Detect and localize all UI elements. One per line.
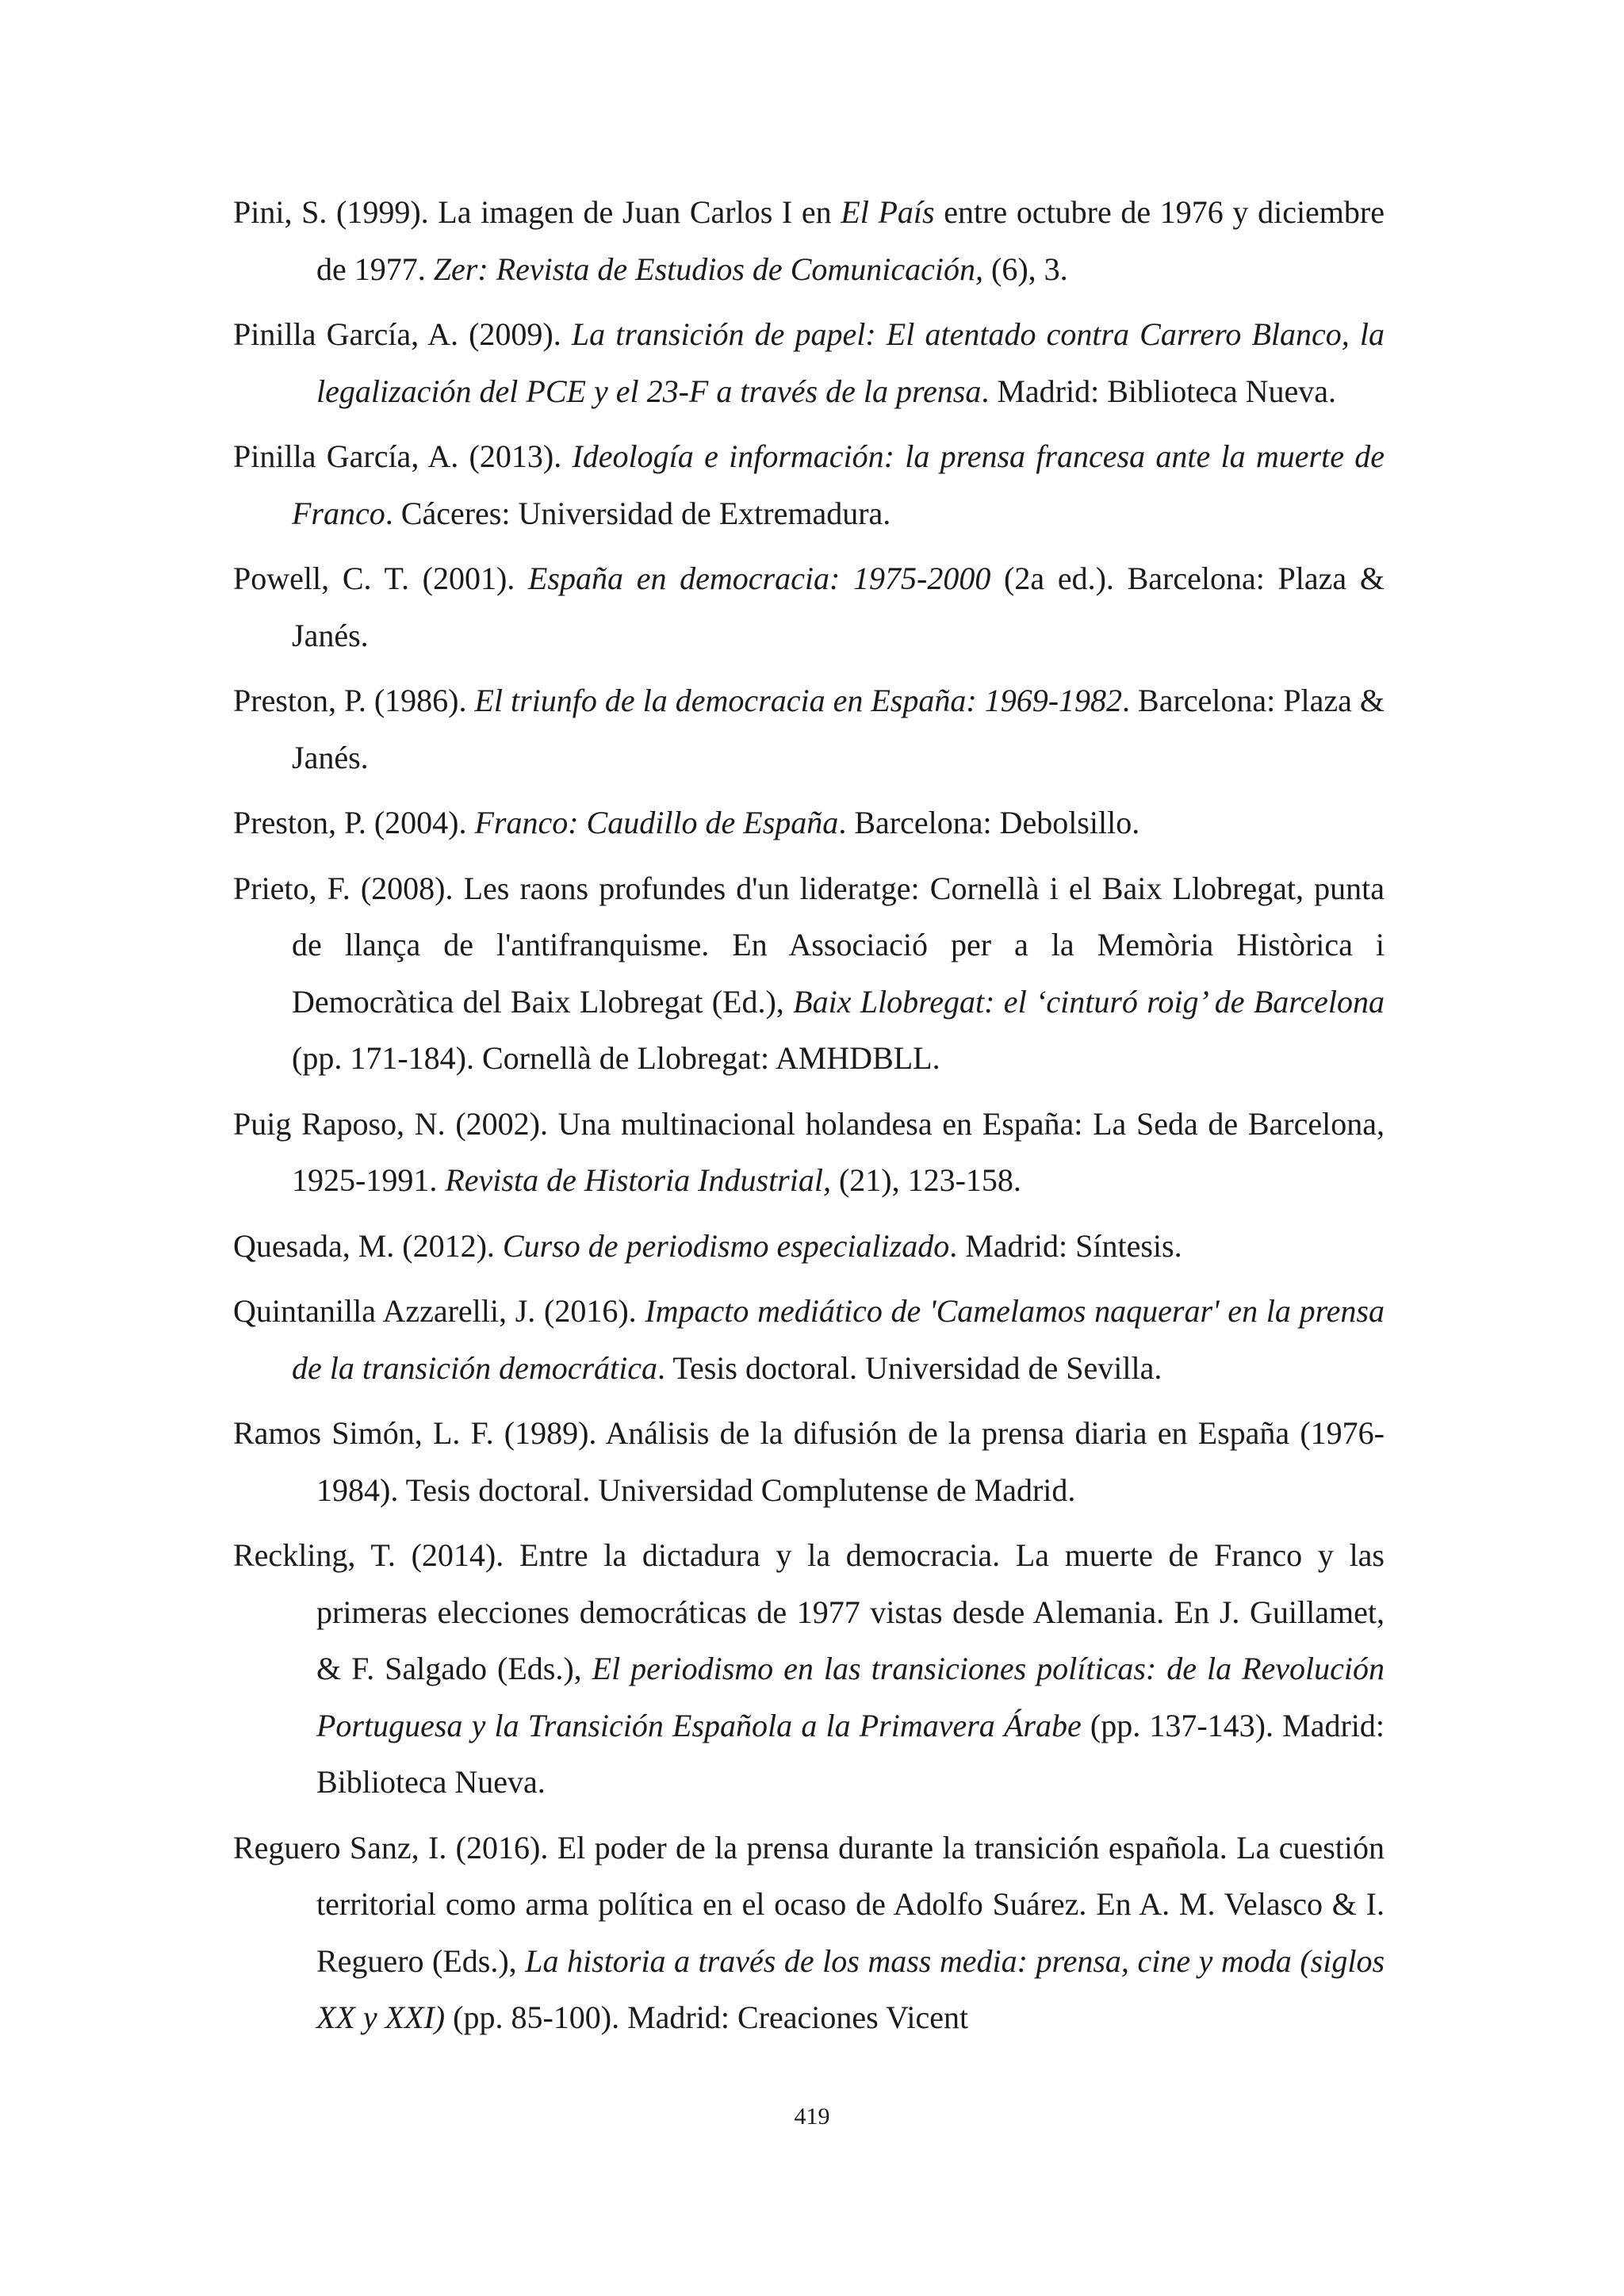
reference-title-italic: Franco: Caudillo de España — [474, 805, 839, 840]
reference-entry — [233, 1820, 1385, 2046]
reference-title-italic: Zer: Revista de Estudios de Comunicación, — [433, 251, 983, 287]
reference-entry — [233, 794, 1385, 851]
reference-entry — [233, 1096, 1385, 1209]
reference-text: Puig Raposo, N. (2002). Una multinacional holandesa en España: La Seda de Barcelona, 1925-1991. — [233, 1105, 1385, 1198]
reference-text: (pp. 137-143). Madrid: Biblioteca Nueva. — [316, 1707, 1385, 1800]
reference-text: Powell, C. T. (2001). — [233, 561, 528, 596]
reference-text: Pini, S. (1999). La imagen de Juan Carlos I en — [233, 194, 841, 230]
reference-text: . Tesis doctoral. Universidad de Sevilla. — [657, 1349, 1162, 1386]
reference-text: Preston, P. (2004). — [233, 805, 475, 840]
reference-text: Reckling, T. (2014). Entre la dictadura y la democracia. La muerte de Franco y las primeras elecciones democráticas de 1977 vistas desde Alemania. En J. Guillamet, & F. Salgado (Eds.), — [233, 1537, 1385, 1686]
reference-text: . Cáceres: Universidad de Extremadura. — [385, 495, 891, 531]
reference-entry — [233, 184, 1385, 297]
reference-entry — [233, 672, 1385, 786]
reference-entry — [233, 1527, 1385, 1811]
reference-entry — [233, 1283, 1385, 1396]
reference-title-italic: Curso de periodismo especializado — [502, 1227, 950, 1264]
reference-entry — [233, 1218, 1385, 1275]
reference-text: . Barcelona: Debolsillo. — [838, 805, 1140, 840]
reference-entry — [233, 550, 1385, 664]
reference-text: entre octubre de 1976 y diciembre de 1977. — [316, 194, 1385, 287]
reference-text: (pp. 171-184). Cornellà de Llobregat: AMHDBLL. — [292, 1040, 940, 1076]
reference-text: Ramos Simón, L. F. (1989). Análisis de la difusión de la prensa diaria en España (1976-1984). Tesis doctoral. Universidad Complutense de Madrid. — [233, 1415, 1385, 1508]
reference-title-italic: La historia a través de los mass media: prensa, cine y moda (siglos XX y XXI) — [316, 1942, 1385, 2035]
reference-text: Pinilla García, A. (2009). — [233, 316, 572, 352]
reference-text: Prieto, F. (2008). Les raons profundes d'un lideratge: Cornellà i el Baix Llobregat, punta de llança de l'antifranquisme. En Associació per a la Memòria Històrica i Democràtica del Baix Llobregat (Ed.), — [233, 870, 1385, 1020]
reference-text: (6), 3. — [983, 251, 1068, 287]
bibliography-list — [233, 184, 1385, 2055]
reference-text: (2a ed.). Barcelona: Plaza & Janés. — [292, 561, 1385, 653]
reference-text: Quintanilla Azzarelli, J. (2016). — [233, 1293, 645, 1329]
reference-text: (pp. 85-100). Madrid: Creaciones Vicent — [445, 1999, 969, 2035]
reference-text: . Barcelona: Plaza & Janés. — [292, 683, 1385, 775]
page-number: 419 — [794, 2103, 830, 2130]
reference-entry — [233, 860, 1385, 1087]
reference-text: (21), 123-158. — [830, 1162, 1021, 1198]
reference-title-italic: El periodismo en las transiciones políticas: de la Revolución Portuguesa y la Transición Española a la Primavera Árabe — [316, 1651, 1385, 1743]
reference-text: Reguero Sanz, I. (2016). El poder de la prensa durante la transición española. La cuestión territorial como arma política en el ocaso de Adolfo Suárez. En A. M. Velasco & I. Reguero (Eds.), — [233, 1829, 1385, 1979]
reference-text: Pinilla García, A. (2013). — [233, 438, 573, 474]
reference-entry — [233, 1405, 1385, 1518]
reference-title-italic: Impacto mediático de 'Camelamos naquerar' en la prensa de la transición democrática — [292, 1293, 1385, 1386]
reference-title-italic: Ideología e información: la prensa francesa ante la muerte de Franco — [292, 438, 1385, 531]
reference-title-italic: El triunfo de la democracia en España: 1969-1982 — [474, 683, 1123, 718]
reference-entry — [233, 306, 1385, 419]
reference-title-italic: Revista de Historia Industrial, — [445, 1162, 831, 1198]
reference-text: Preston, P. (1986). — [233, 683, 475, 718]
reference-title-italic: El País — [841, 194, 935, 230]
reference-title-italic: España en democracia: 1975-2000 — [528, 561, 991, 596]
reference-entry — [233, 428, 1385, 541]
reference-text: . Madrid: Biblioteca Nueva. — [981, 373, 1336, 409]
reference-title-italic: La transición de papel: El atentado contra Carrero Blanco, la legalización del PCE y el 23-F a través de la prensa — [316, 316, 1385, 409]
reference-text: . Madrid: Síntesis. — [949, 1227, 1182, 1264]
reference-text: Quesada, M. (2012). — [233, 1227, 503, 1264]
reference-title-italic: Baix Llobregat: el ‘cinturó roig’ de Barcelona — [793, 983, 1385, 1020]
